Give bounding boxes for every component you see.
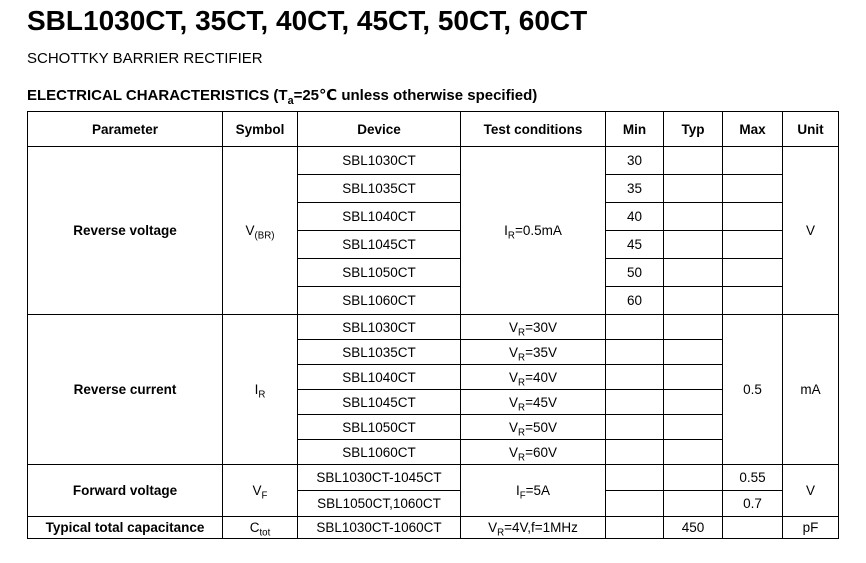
min-cell-empty (606, 365, 664, 390)
table-row (28, 517, 839, 539)
min-cell-empty (606, 415, 664, 440)
col-header-device: Device (298, 112, 461, 147)
device-cell: SBL1050CT (298, 259, 461, 287)
tc-subscript: R (507, 230, 515, 242)
device-cell: SBL1050CT (298, 415, 461, 440)
tc-subscript: R (518, 427, 526, 439)
symbol-base: V (245, 223, 255, 239)
symbol-subscript: (BR) (254, 230, 275, 242)
tc-base: V (509, 344, 519, 360)
device-cell: SBL1030CT (298, 315, 461, 340)
tc-base: I (515, 483, 520, 499)
table-row (28, 147, 839, 175)
typ-cell-empty (664, 175, 723, 203)
tc-base: V (509, 444, 519, 460)
typ-cell-empty (664, 491, 723, 517)
col-header-parameter: Parameter (28, 112, 223, 147)
symbol-cell (223, 315, 298, 465)
tc-rest: =35V (525, 344, 557, 360)
typ-cell-empty (664, 203, 723, 231)
min-cell-empty (606, 440, 664, 465)
min-cell-empty (606, 491, 664, 517)
unit-cell: mA (783, 315, 839, 465)
device-cell: SBL1030CT-1060CT (298, 517, 461, 539)
min-cell: 40 (606, 203, 664, 231)
device-cell: SBL1060CT (298, 287, 461, 315)
section-heading-subscript: a (287, 94, 294, 107)
device-cell: SBL1045CT (298, 390, 461, 415)
col-header-min: Min (606, 112, 664, 147)
symbol-cell (223, 465, 298, 517)
section-heading (27, 88, 866, 105)
typ-cell-empty (664, 415, 723, 440)
tc-subscript: R (518, 352, 526, 364)
symbol-cell (223, 147, 298, 315)
max-cell-empty (723, 231, 783, 259)
tc-subscript: R (518, 377, 526, 389)
max-cell-empty (723, 203, 783, 231)
device-cell: SBL1040CT (298, 365, 461, 390)
symbol-subscript: R (258, 389, 266, 401)
symbol-base: I (254, 382, 259, 398)
device-cell: SBL1035CT (298, 175, 461, 203)
parameter-cell: Reverse current (28, 315, 223, 465)
tc-rest: =60V (525, 444, 557, 460)
min-cell-empty (606, 465, 664, 491)
tc-rest: =30V (525, 319, 557, 335)
typ-cell-empty (664, 315, 723, 340)
max-cell: 0.5 (723, 315, 783, 465)
min-cell-empty (606, 315, 664, 340)
col-header-typ: Typ (664, 112, 723, 147)
typ-cell-empty (664, 147, 723, 175)
table-row (28, 315, 839, 340)
unit-cell: V (783, 147, 839, 315)
unit-cell: V (783, 465, 839, 517)
device-cell: SBL1050CT,1060CT (298, 491, 461, 517)
test-condition-cell (461, 315, 606, 340)
table-row (28, 465, 839, 491)
max-cell-empty (723, 517, 783, 539)
typ-cell-empty (664, 259, 723, 287)
min-cell: 35 (606, 175, 664, 203)
tc-subscript: R (518, 452, 526, 464)
typ-cell-empty (664, 340, 723, 365)
tc-base: V (488, 520, 498, 536)
tc-rest: =4V,f=1MHz (504, 520, 578, 536)
tc-rest: =5A (525, 483, 551, 499)
test-condition-cell (461, 147, 606, 315)
min-cell: 50 (606, 259, 664, 287)
test-condition-cell (461, 440, 606, 465)
tc-rest: =40V (525, 369, 557, 385)
page-subtitle: SCHOTTKY BARRIER RECTIFIER (27, 49, 263, 67)
device-cell: SBL1030CT (298, 147, 461, 175)
electrical-characteristics-table (27, 111, 839, 539)
device-cell: SBL1035CT (298, 340, 461, 365)
section-heading-pre: ELECTRICAL CHARACTERISTICS (T (27, 86, 288, 104)
symbol-subscript: F (261, 490, 268, 502)
min-cell: 30 (606, 147, 664, 175)
min-cell: 45 (606, 231, 664, 259)
tc-subscript: R (518, 327, 526, 339)
device-cell: SBL1060CT (298, 440, 461, 465)
parameter-cell: Typical total capacitance (28, 517, 223, 539)
max-cell-empty (723, 259, 783, 287)
typ-cell-empty (664, 390, 723, 415)
tc-subscript: F (519, 490, 526, 502)
device-cell: SBL1045CT (298, 231, 461, 259)
test-condition-cell (461, 340, 606, 365)
max-cell: 0.55 (723, 465, 783, 491)
typ-cell: 450 (664, 517, 723, 539)
tc-base: V (509, 369, 519, 385)
symbol-base: C (249, 520, 260, 536)
typ-cell-empty (664, 287, 723, 315)
tc-subscript: R (497, 527, 505, 539)
device-cell: SBL1030CT-1045CT (298, 465, 461, 491)
tc-subscript: R (518, 402, 526, 414)
tc-base: I (504, 223, 508, 239)
col-header-unit: Unit (783, 112, 839, 147)
parameter-cell: Forward voltage (28, 465, 223, 517)
page-title: SBL1030CT, 35CT, 40CT, 45CT, 50CT, 60CT (27, 5, 588, 36)
min-cell: 60 (606, 287, 664, 315)
max-cell-empty (723, 147, 783, 175)
typ-cell-empty (664, 440, 723, 465)
min-cell-empty (606, 340, 664, 365)
max-cell-empty (723, 175, 783, 203)
test-condition-cell (461, 390, 606, 415)
min-cell-empty (606, 390, 664, 415)
typ-cell-empty (664, 465, 723, 491)
symbol-cell (223, 517, 298, 539)
tc-base: V (509, 419, 519, 435)
header-row (28, 112, 839, 147)
min-cell-empty (606, 517, 664, 539)
max-cell: 0.7 (723, 491, 783, 517)
test-condition-cell (461, 415, 606, 440)
typ-cell-empty (664, 365, 723, 390)
tc-base: V (509, 319, 519, 335)
test-condition-cell (461, 365, 606, 390)
tc-base: V (509, 394, 519, 410)
tc-rest: =50V (525, 419, 557, 435)
col-header-symbol: Symbol (223, 112, 298, 147)
unit-cell: pF (783, 517, 839, 539)
test-condition-cell (461, 465, 606, 517)
parameter-cell: Reverse voltage (28, 147, 223, 315)
typ-cell-empty (664, 231, 723, 259)
symbol-base: V (252, 483, 262, 499)
tc-rest: =0.5mA (514, 223, 562, 239)
col-header-max: Max (723, 112, 783, 147)
test-condition-cell (461, 517, 606, 539)
section-heading-post: =25℃ unless otherwise specified) (293, 86, 538, 104)
device-cell: SBL1040CT (298, 203, 461, 231)
col-header-test-conditions: Test conditions (461, 112, 606, 147)
max-cell-empty (723, 287, 783, 315)
tc-rest: =45V (525, 394, 557, 410)
symbol-subscript: tot (259, 527, 271, 539)
